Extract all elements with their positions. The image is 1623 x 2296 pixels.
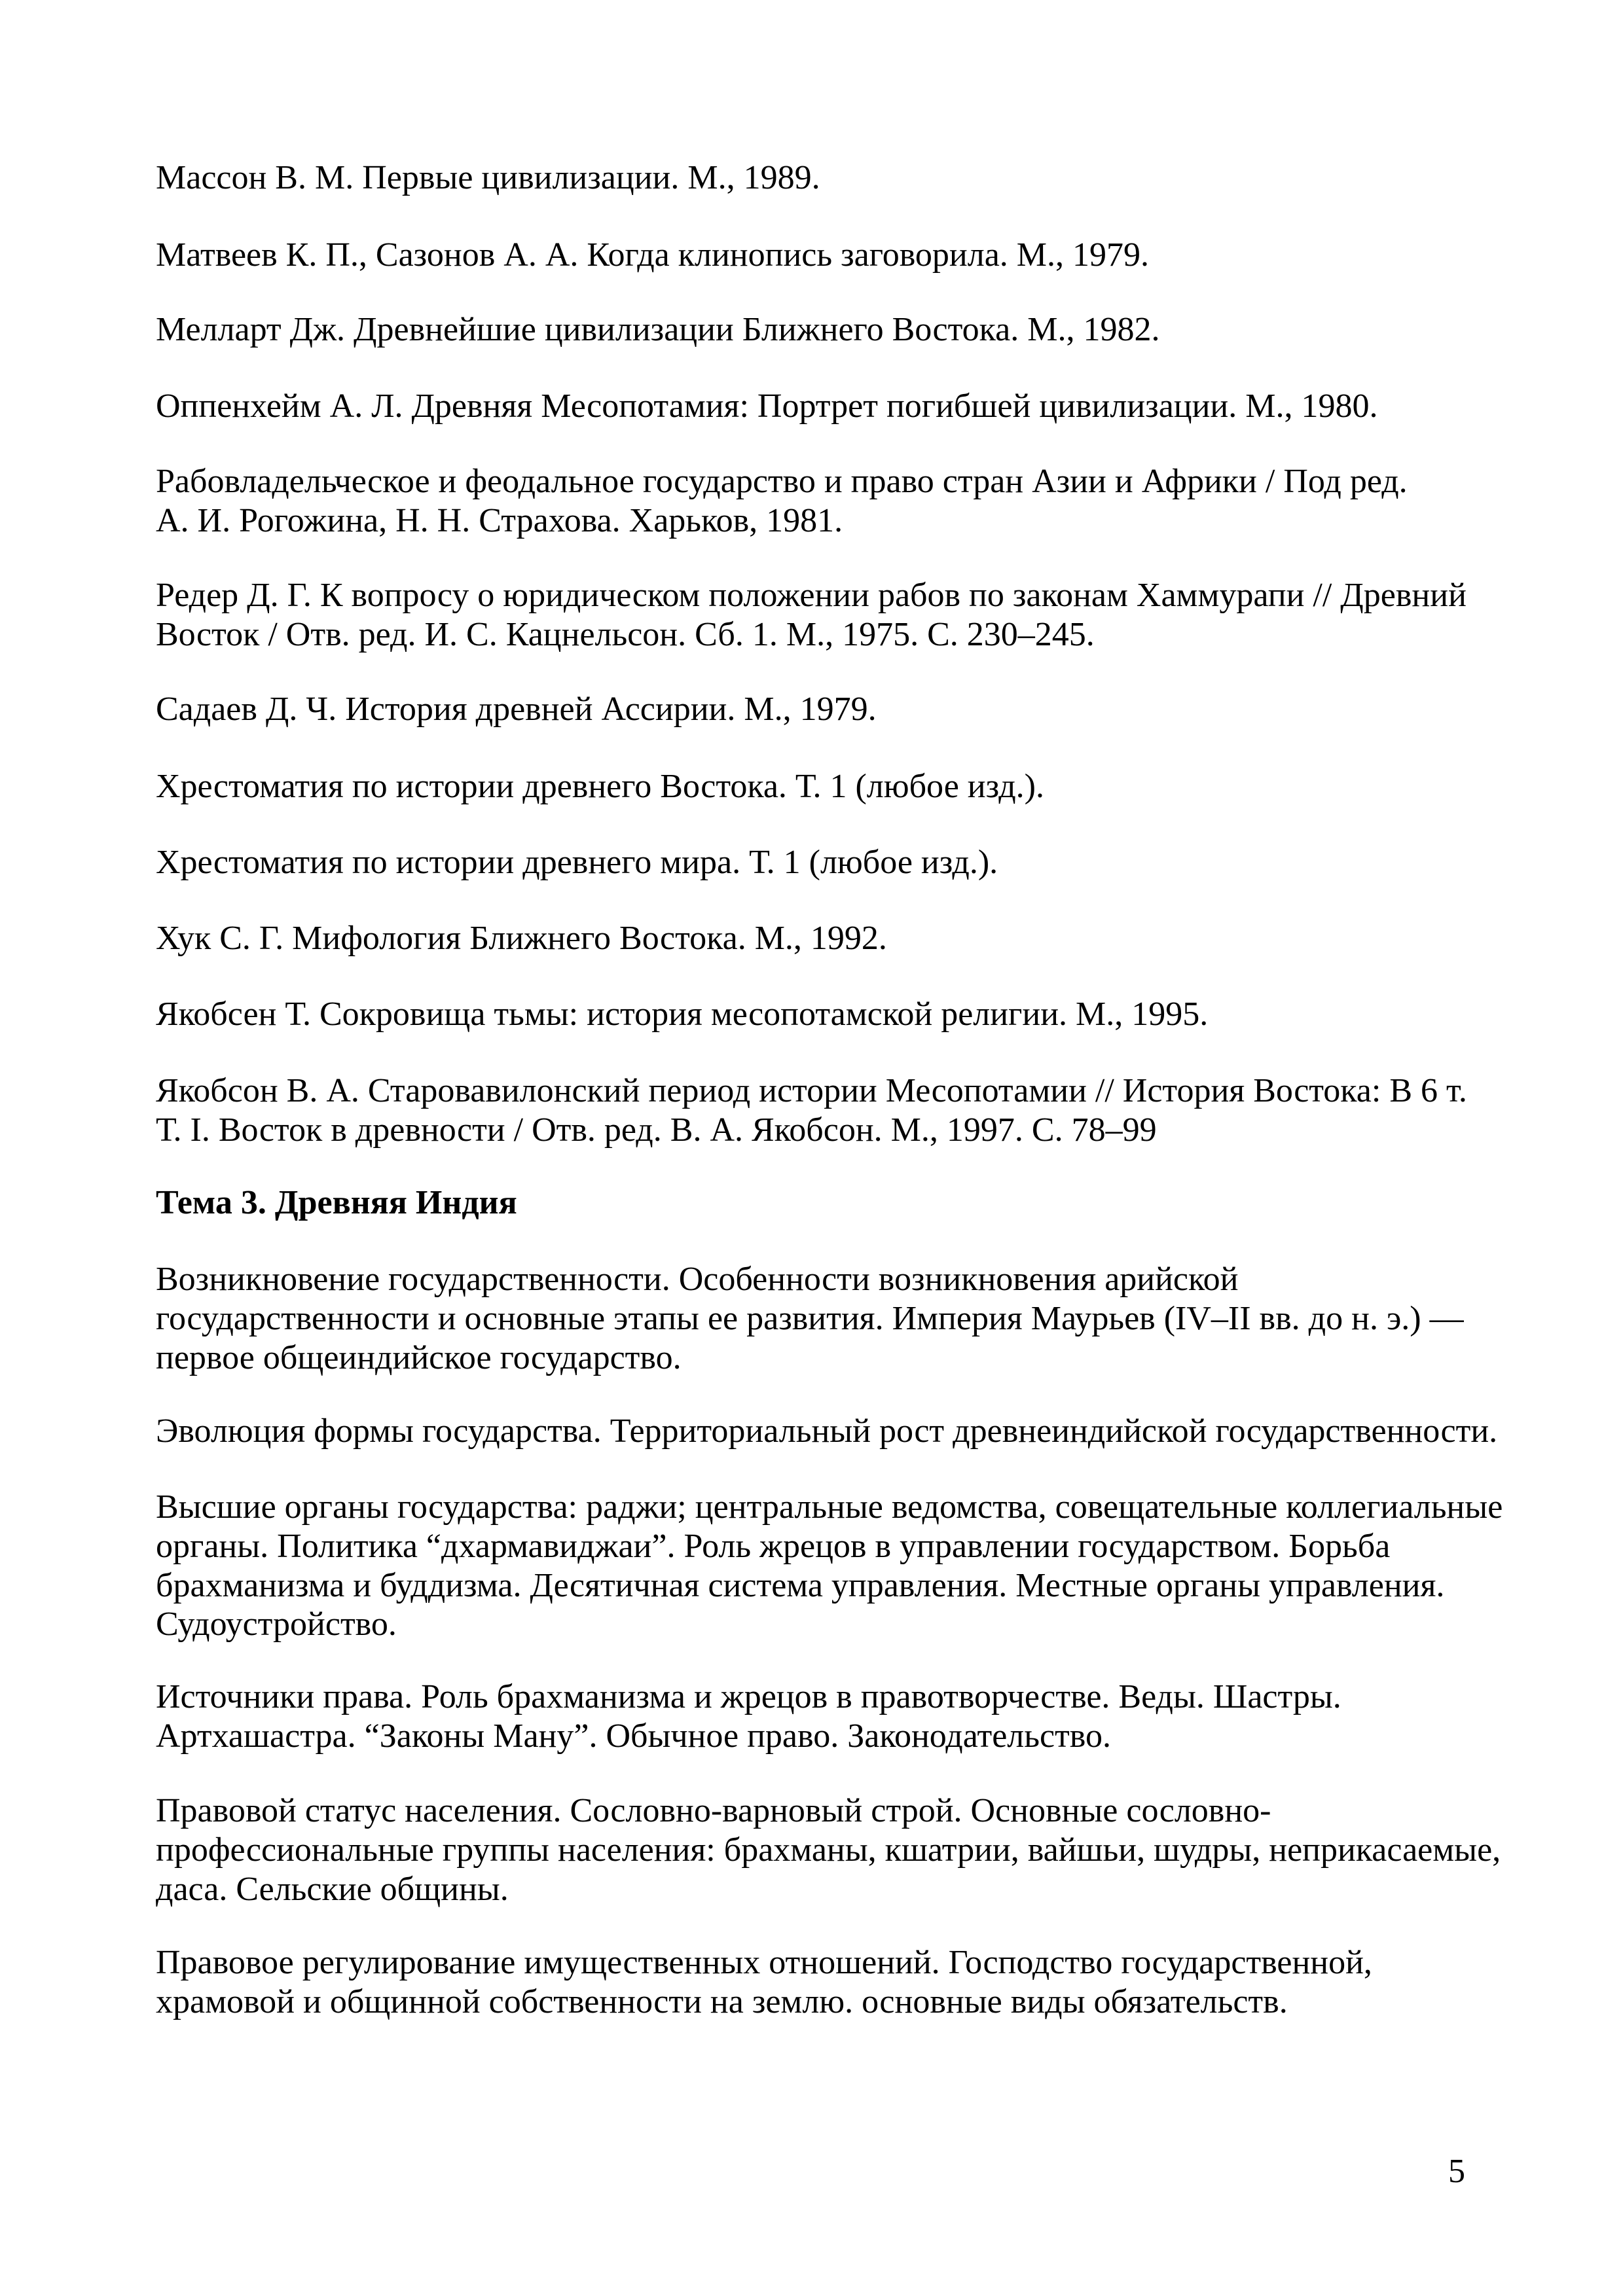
bibliography-entry [156,919,1478,958]
text-line: Восток / Отв. ред. И. С. Кацнельсон. Сб. 1. М., 1975. С. 230–245. [156,615,1095,653]
text-line: органы. Политика “дхармавиджаи”. Роль жрецов в управлении государством. Борьба [156,1527,1391,1565]
text-line: Оппенхейм А. Л. Древняя Месопотамия: Портрет погибшей цивилизации. М., 1980. [156,387,1378,425]
bibliography-entry [156,1071,1478,1150]
text-line: Массон В. М. Первые цивилизации. М., 1989. [156,159,820,196]
section-paragraph [156,1791,1501,1909]
text-line: профессиональные группы населения: брахманы, кшатрии, вайшьи, шудры, неприкасаемые, [156,1831,1501,1869]
bibliography-entry [156,158,1478,198]
bibliography-entry [156,995,1478,1034]
section-paragraph [156,1260,1478,1377]
bibliography-entry [156,462,1478,541]
section-paragraph [156,1943,1478,2022]
text-line: Редер Д. Г. К вопросу о юридическом положении рабов по законам Хаммурапи // Древний [156,577,1467,614]
bibliography-entry [156,576,1478,655]
page-number: 5 [1448,2153,1465,2190]
text-line: А. И. Рогожина, Н. Н. Страхова. Харьков, 1981. [156,501,843,539]
text-line: Возникновение государственности. Особенности возникновения арийской [156,1261,1239,1298]
section-paragraph [156,1488,1503,1644]
text-line: храмовой и общинной собственности на землю. основные виды обязательств. [156,1982,1288,2020]
section-paragraph [156,1412,1498,1451]
text-line: Рабовладельческое и феодальное государство и право стран Азии и Африки / Под ред. [156,463,1408,500]
bibliography-entry [156,387,1478,426]
text-line: Хрестоматия по истории древнего Востока. Т. 1 (любое изд.). [156,768,1044,805]
text-line: Эволюция формы государства. Территориальный рост древнеиндийской государственности. [156,1412,1498,1450]
section-heading: Тема 3. Древняя Индия [156,1184,517,1221]
text-line: Хрестоматия по истории древнего мира. Т. 1 (любое изд.). [156,844,998,881]
text-line: Якобсен Т. Сокровища тьмы: история месопотамской религии. М., 1995. [156,996,1209,1033]
text-line: первое общеиндийское государство. [156,1338,682,1376]
text-line: Т. I. Восток в древности / Отв. ред. В. А. Якобсон. М., 1997. С. 78–99 [156,1111,1157,1149]
text-line: Судоустройство. [156,1605,397,1643]
text-line: Правовой статус населения. Сословно-варновый строй. Основные сословно- [156,1792,1271,1829]
text-line: государственности и основные этапы ее развития. Империя Маурьев (IV–II вв. до н. э.) — [156,1299,1464,1337]
text-line: даса. Сельские общины. [156,1870,509,1908]
bibliography-entry [156,310,1478,350]
text-line: Высшие органы государства: раджи; центральные ведомства, совещательные коллегиальные [156,1488,1503,1526]
text-line: Якобсон В. А. Старовавилонский период истории Месопотамии // История Востока: В 6 т. [156,1072,1467,1109]
text-line: Матвеев К. П., Сазонов А. А. Когда клинопись заговорила. М., 1979. [156,236,1150,274]
bibliography-entry [156,767,1478,806]
bibliography-entry [156,690,1478,729]
text-line: Артхашастра. “Законы Ману”. Обычное право. Законодательство. [156,1717,1111,1755]
bibliography-entry [156,843,1478,882]
section-paragraph [156,1677,1478,1756]
bibliography-entry [156,236,1478,275]
text-line: Источники права. Роль брахманизма и жрецов в правотворчестве. Веды. Шастры. [156,1678,1341,1715]
text-line: брахманизма и буддизма. Десятичная система управления. Местные органы управления. [156,1566,1445,1604]
text-line: Хук С. Г. Мифология Ближнего Востока. М., 1992. [156,920,887,957]
text-line: Садаев Д. Ч. История древней Ассирии. М., 1979. [156,691,877,728]
text-line: Правовое регулирование имущественных отношений. Господство государственной, [156,1944,1372,1981]
text-line: Мелларт Дж. Древнейшие цивилизации Ближнего Востока. М., 1982. [156,311,1160,348]
